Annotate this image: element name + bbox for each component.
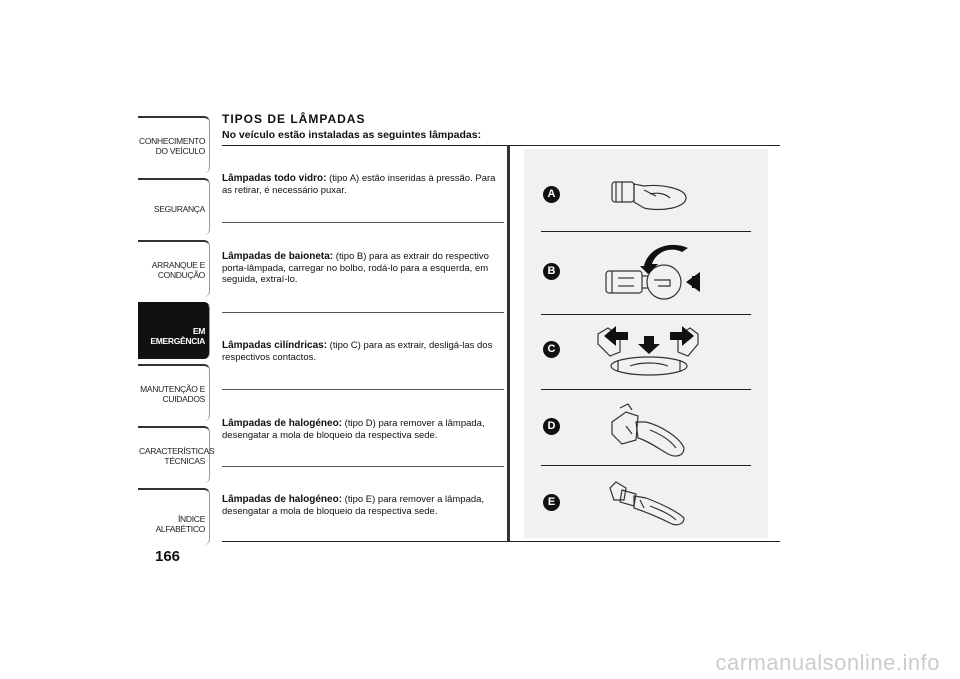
entry-type-d (222, 418, 502, 441)
section-title: TIPOS DE LÂMPADAS (222, 112, 366, 126)
divider (222, 312, 504, 313)
tab-label: CARACTERÍSTICAS TÉCNICAS (139, 446, 215, 466)
tab-conhecimento[interactable] (138, 116, 210, 173)
label-d-badge: D (543, 418, 560, 435)
bayonet-bulb-icon (596, 238, 706, 304)
entry-term: Lâmpadas de baioneta: (222, 251, 334, 262)
label-c-badge: C (543, 341, 560, 358)
divider (541, 389, 751, 390)
entry-term: Lâmpadas cilíndricas: (222, 340, 328, 351)
tab-label: ARRANQUE E CONDUÇÃO (151, 260, 205, 280)
divider (541, 231, 751, 232)
divider (222, 145, 780, 146)
divider (541, 465, 751, 466)
entry-type-a (222, 173, 502, 196)
tab-label: MANUTENÇÃO E CUIDADOS (140, 384, 205, 404)
tab-em-emergencia[interactable] (138, 302, 210, 359)
entry-term: Lâmpadas todo vidro: (222, 173, 327, 184)
entry-text: (tipo D) para remover a lâmpada, desengatar a mola de bloqueio da respectiva sede. (222, 418, 485, 441)
divider (222, 466, 504, 467)
wedge-bulb-icon (600, 172, 695, 220)
divider (222, 389, 504, 390)
label-a-badge: A (543, 186, 560, 203)
tab-caracteristicas[interactable] (138, 426, 215, 483)
divider (222, 222, 504, 223)
tab-manutencao[interactable] (138, 364, 210, 421)
halogen-bulb-d-icon (606, 400, 691, 462)
divider (541, 314, 751, 315)
page-number: 166 (155, 548, 181, 565)
tab-label: ÍNDICE ALFABÉTICO (155, 514, 205, 534)
tab-label: CONHECIMENTO DO VEÍCULO (139, 136, 206, 156)
entry-term: Lâmpadas de halogéneo: (222, 494, 343, 505)
watermark: carmanualsonline.info (715, 650, 940, 675)
entry-text: (tipo A) estão inseridas à pressão. Para as retirar, é necessário puxar. (222, 173, 496, 196)
entry-text: (tipo B) para as extrair do respectivo porta-lâmpada, carregar no bolbo, rodá-lo para a esquerda, em seguida, extraí-lo. (222, 251, 489, 285)
festoon-bulb-icon (594, 322, 704, 382)
entry-type-c (222, 340, 502, 363)
label-e-badge: E (543, 494, 560, 511)
tab-seguranca[interactable] (138, 178, 210, 235)
label-b-badge: B (543, 263, 560, 280)
entry-text: (tipo C) para as extrair, desligá-las dos respectivos contactos. (222, 340, 493, 363)
entry-type-b (222, 251, 502, 286)
entry-term: Lâmpadas de halogéneo: (222, 418, 343, 429)
entry-text: (tipo E) para remover a lâmpada, desengatar a mola de bloqueio da respectiva sede. (222, 494, 485, 517)
entry-type-e (222, 494, 502, 517)
halogen-bulb-e-icon (606, 478, 691, 530)
intro-text: No veículo estão instaladas as seguintes lâmpadas: (222, 129, 482, 141)
tab-label: SEGURANÇA (153, 204, 205, 214)
tab-label: EM EMERGÊNCIA (150, 326, 205, 346)
tab-indice[interactable] (138, 488, 210, 545)
tab-arranque[interactable] (138, 240, 210, 297)
column-divider (507, 145, 510, 542)
divider (222, 541, 780, 542)
